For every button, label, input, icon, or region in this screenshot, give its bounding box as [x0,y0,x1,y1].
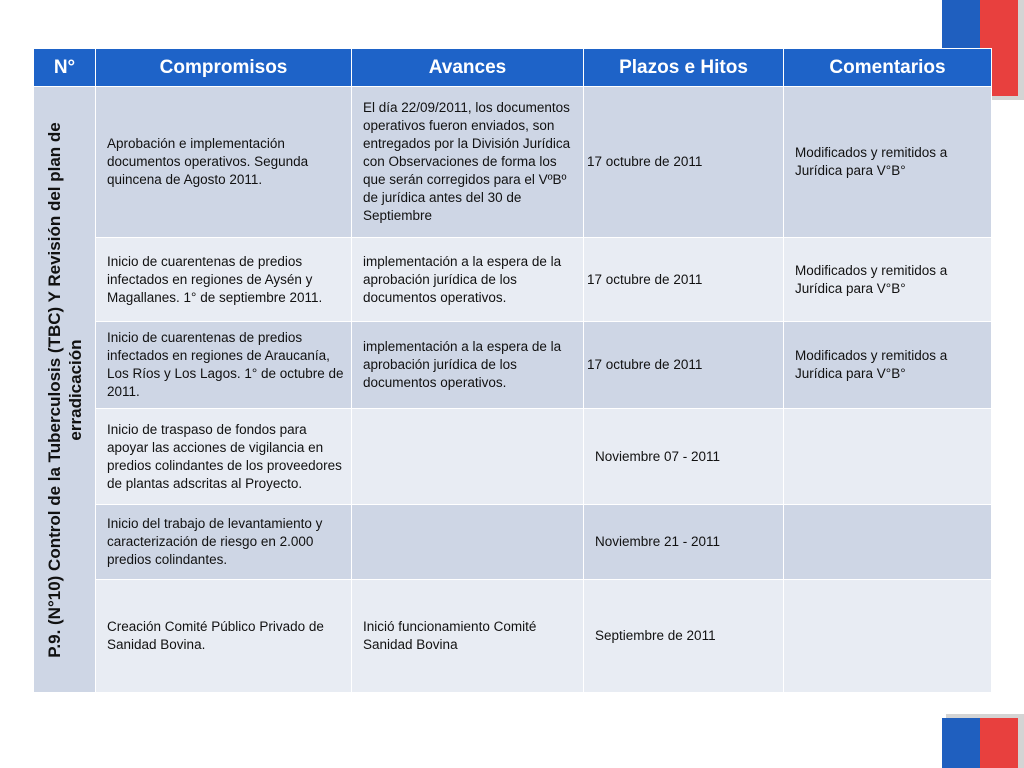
decor-blue-square [942,718,980,768]
header-comentarios: Comentarios [784,49,992,87]
cell-comentario: Modificados y remitidos a Jurídica para V°B° [784,322,992,409]
cell-comentario [784,409,992,505]
cell-avance [352,409,584,505]
table-row [34,238,992,322]
cell-comentario: Modificados y remitidos a Jurídica para V°B° [784,87,992,238]
table-row [34,87,992,238]
cell-compromiso: Inicio de cuarentenas de predios infectados en regiones de Araucanía, Los Ríos y Los Lagos. 1° de octubre de 2011. [96,322,352,409]
cell-comentario: Modificados y remitidos a Jurídica para V°B° [784,238,992,322]
header-compromisos: Compromisos [96,49,352,87]
table-row [34,409,992,505]
cell-avance: implementación a la espera de la aprobación jurídica de los documentos operativos. [352,322,584,409]
header-avances: Avances [352,49,584,87]
cell-compromiso: Aprobación e implementación documentos operativos. Segunda quincena de Agosto 2011. [96,87,352,238]
cell-compromiso: Inicio de cuarentenas de predios infectados en regiones de Aysén y Magallanes. 1° de septiembre 2011. [96,238,352,322]
cell-avance [352,505,584,580]
cell-plazo: 17 octubre de 2011 [584,322,784,409]
cell-avance: implementación a la espera de la aprobación jurídica de los documentos operativos. [352,238,584,322]
cell-compromiso: Inicio del trabajo de levantamiento y caracterización de riesgo en 2.000 predios colindantes. [96,505,352,580]
cell-plazo: Septiembre de 2011 [584,580,784,693]
table-row [34,322,992,409]
cell-comentario [784,580,992,693]
table-header-row [34,49,992,87]
cell-avance: Inició funcionamiento Comité Sanidad Bovina [352,580,584,693]
decor-red-square [980,718,1018,768]
corner-decoration-bottom [942,714,1024,768]
row-label: P.9. (N°10) Control de la Tuberculosis (TBC) Y Revisión del plan de erradicación [44,121,85,658]
table-row [34,505,992,580]
cell-compromiso: Inicio de traspaso de fondos para apoyar las acciones de vigilancia en predios colindantes de los proveedores de plantas adscritas al Proyecto. [96,409,352,505]
cell-comentario [784,505,992,580]
commitments-table [33,48,992,693]
table-row [34,580,992,693]
cell-plazo: Noviembre 07 - 2011 [584,409,784,505]
cell-plazo: 17 octubre de 2011 [584,87,784,238]
cell-compromiso: Creación Comité Público Privado de Sanidad Bovina. [96,580,352,693]
cell-plazo: 17 octubre de 2011 [584,238,784,322]
cell-avance: El día 22/09/2011, los documentos operativos fueron enviados, son entregados por la División Jurídica con Observaciones de forma los que serán corregidos para el VºBº de jurídica antes del 30 de Septiembre [352,87,584,238]
cell-plazo: Noviembre 21 - 2011 [584,505,784,580]
header-number: N° [34,49,96,87]
row-label-cell [34,87,96,693]
header-plazos: Plazos e Hitos [584,49,784,87]
